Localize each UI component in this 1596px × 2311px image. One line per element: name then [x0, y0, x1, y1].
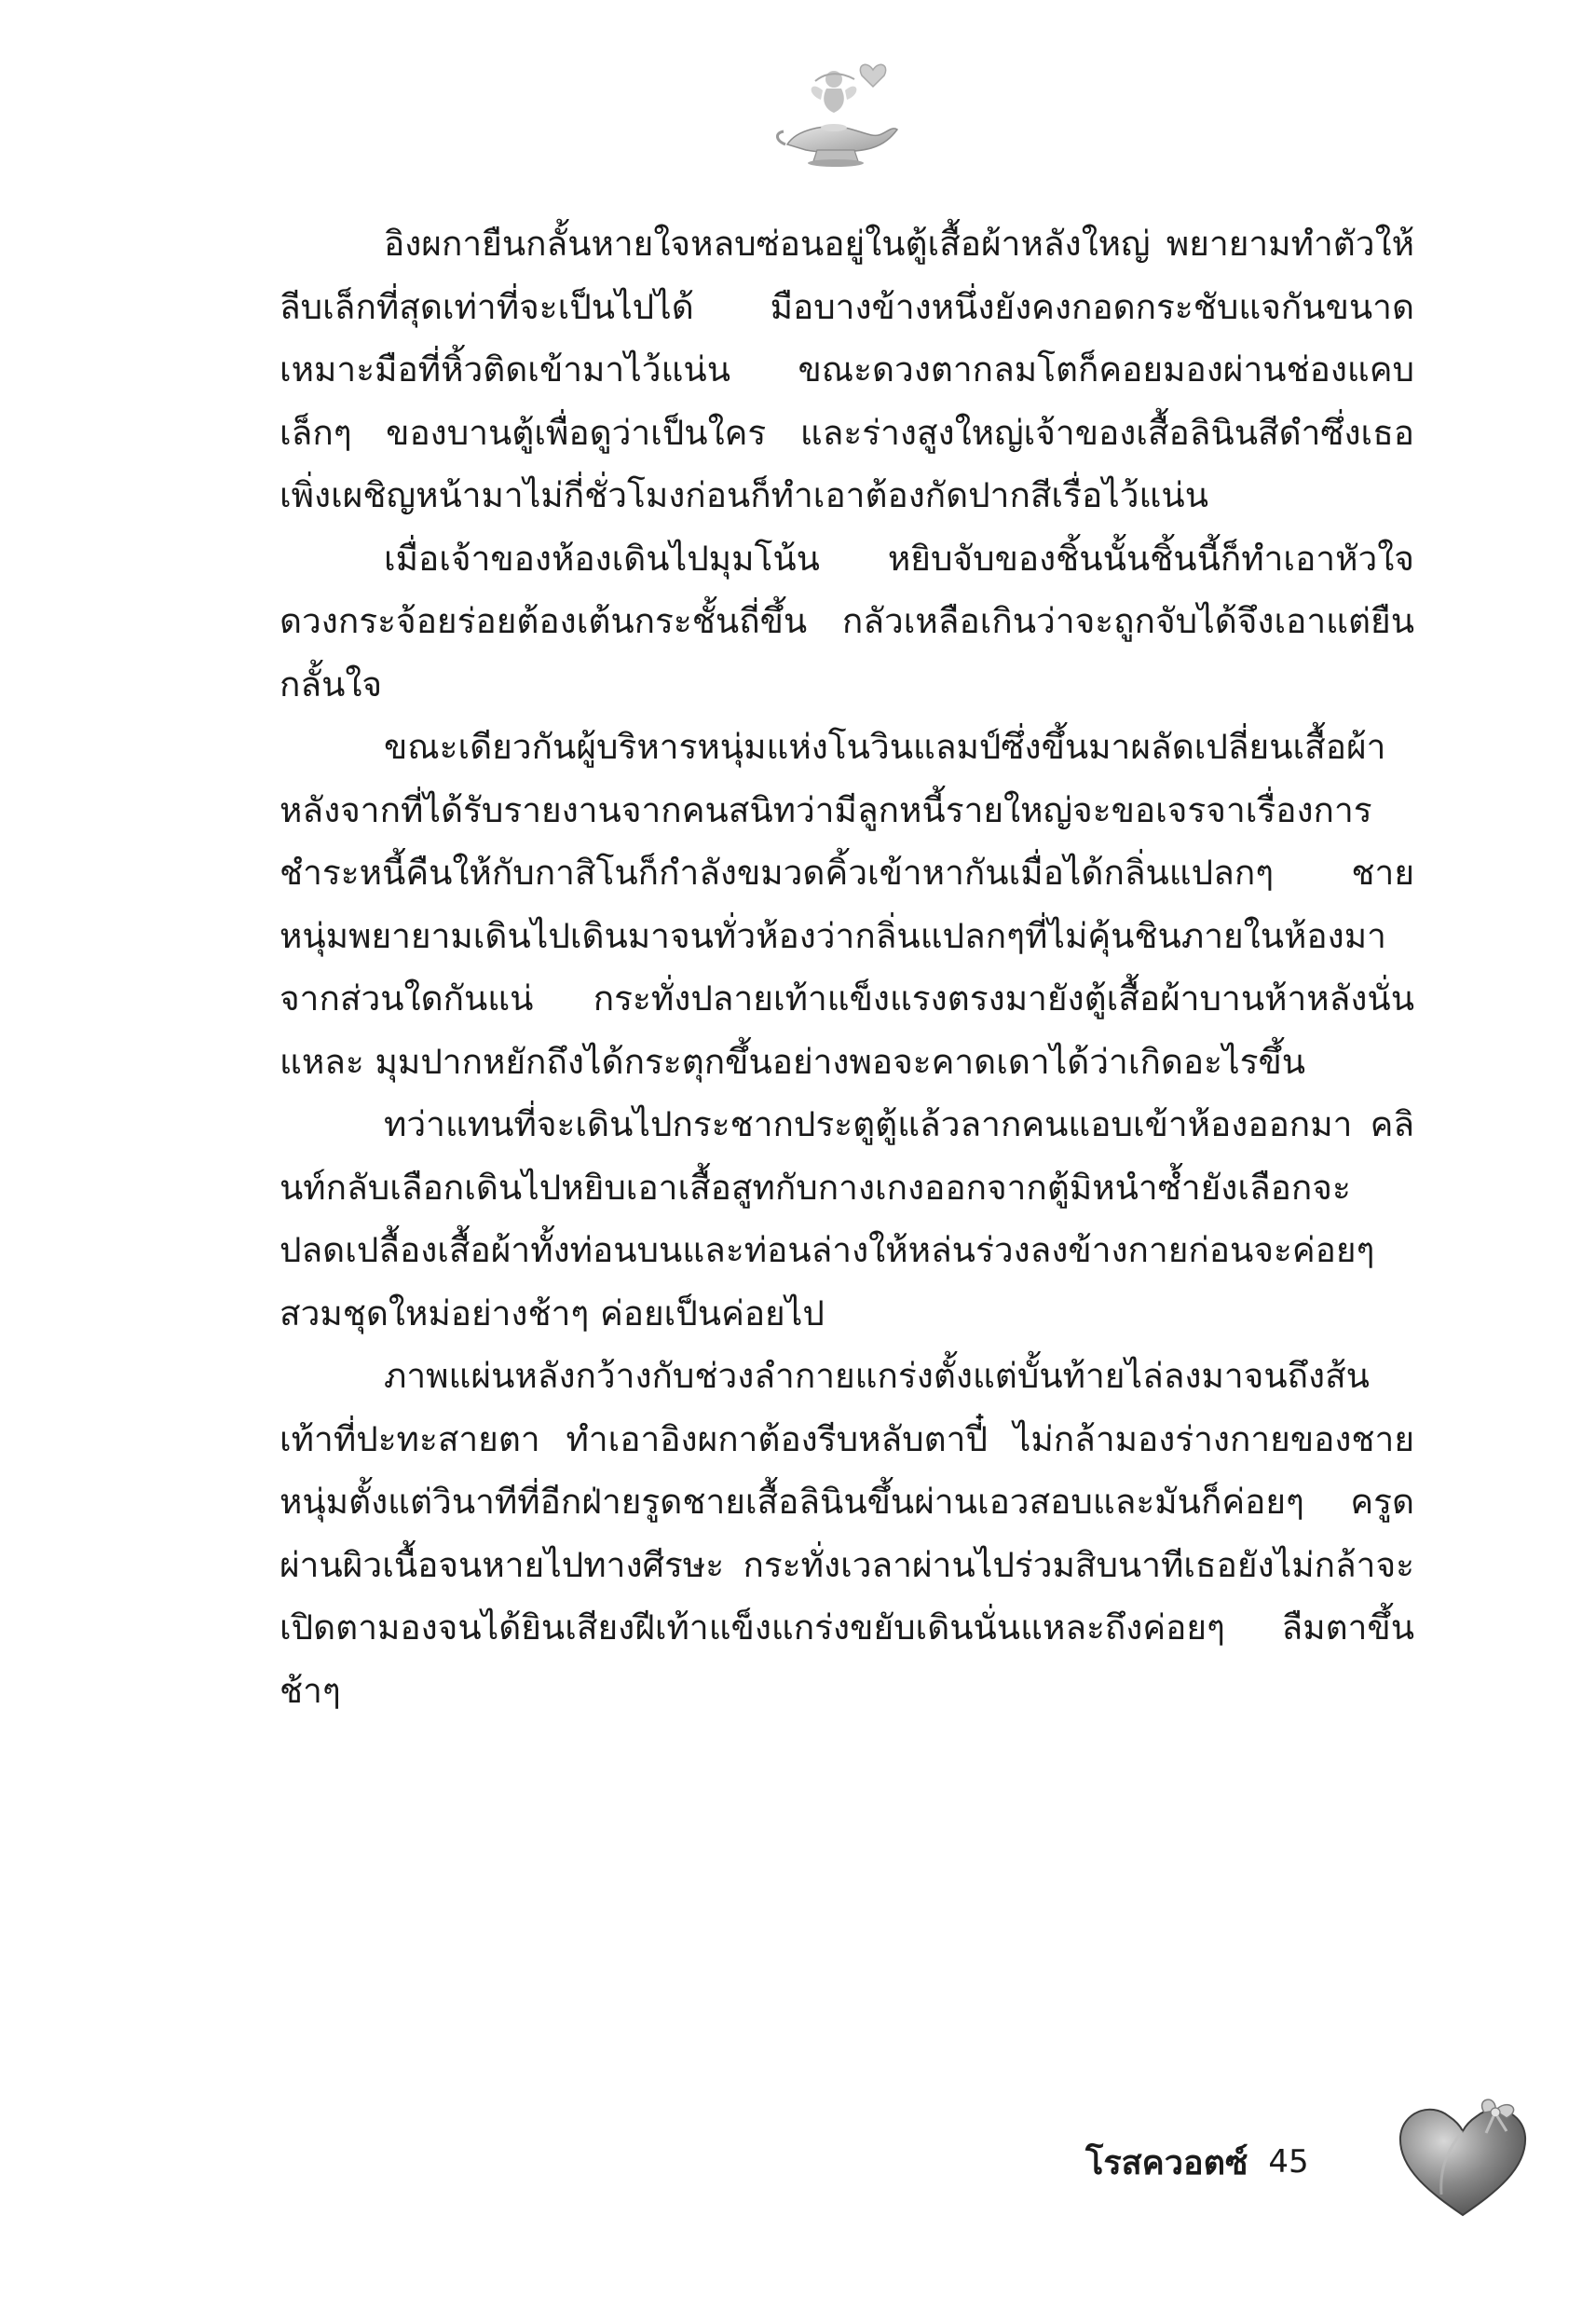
body-text [280, 212, 1414, 1722]
heart-box-icon [1393, 2092, 1533, 2222]
paragraph: เมื่อเจ้าของห้องเดินไปมุมโน้น หยิบจับของชิ้นนั้นชิ้นนี้ก็ทำเอาหัวใจดวงกระจ้อยร่อยต้องเต้นกระชั้นถี่ขึ้น กลัวเหลือเกินว่าจะถูกจับได้จึงเอาแต่ยืนกลั้นใจ [280, 538, 1414, 704]
paragraph: อิงผกายืนกลั้นหายใจหลบซ่อนอยู่ในตู้เสื้อผ้าหลังใหญ่ พยายามทำตัวให้ลีบเล็กที่สุดเท่าที่จะเป็นไปได้ มือบางข้างหนึ่งยังคงกอดกระชับแจกันขนาดเหมาะมือที่หิ้วติดเข้ามาไว้แน่น ขณะดวงตากลมโตก็คอยมองผ่านช่องแคบเล็กๆ ของบานตู้เพื่อดูว่าเป็นใคร และร่างสูงใหญ่เจ้าของเสื้อลินินสีดำซึ่งเธอเพิ่งเผชิญหน้ามาไม่กี่ชั่วโมงก่อนก็ทำเอาต้องกัดปากสีเรื่อไว้แน่น [280, 224, 1414, 515]
paragraph: ทว่าแทนที่จะเดินไปกระชากประตูตู้แล้วลากคนแอบเข้าห้องออกมา คลินท์กลับเลือกเดินไปหยิบเอาเสื้อสูทกับกางเกงออกจากตู้มิหนำซ้ำยังเลือกจะปลดเปลื้องเสื้อผ้าทั้งท่อนบนและท่อนล่างให้หล่นร่วงลงข้างกายก่อนจะค่อยๆ สวมชุดใหม่อย่างช้าๆ ค่อยเป็นค่อยไป [280, 1104, 1414, 1333]
book-title: โรสควอตซ์ [1085, 2143, 1248, 2182]
page-number: 45 [1268, 2143, 1309, 2181]
paragraph: ขณะเดียวกันผู้บริหารหนุ่มแห่งโนวินแลมป์ซึ่งขึ้นมาผลัดเปลี่ยนเสื้อผ้า หลังจากที่ได้รับรายงานจากคนสนิทว่ามีลูกหนี้รายใหญ่จะขอเจรจาเรื่องการชำระหนี้คืนให้กับกาสิโนก็กำลังขมวดคิ้วเข้าหากันเมื่อได้กลิ่นแปลกๆ ชายหนุ่มพยายามเดินไปเดินมาจนทั่วห้องว่ากลิ่นแปลกๆที่ไม่คุ้นชินภายในห้องมาจากส่วนใดกันแน่ กระทั่งปลายเท้าแข็งแรงตรงมายังตู้เสื้อผ้าบานห้าหลังนั่นแหละ มุมปากหยักถึงได้กระตุกขึ้นอย่างพอจะคาดเดาได้ว่าเกิดอะไรขึ้น [280, 727, 1414, 1082]
paragraph: ภาพแผ่นหลังกว้างกับช่วงลำกายแกร่งตั้งแต่บั้นท้ายไล่ลงมาจนถึงส้นเท้าที่ปะทะสายตา ทำเอาอิงผกาต้องรีบหลับตาปี๋ ไม่กล้ามองร่างกายของชายหนุ่มตั้งแต่วินาทีที่อีกฝ่ายรูดชายเสื้อลินินขึ้นผ่านเอวสอบและมันก็ค่อยๆ ครูดผ่านผิวเนื้อจนหายไปทางศีรษะ กระทั่งเวลาผ่านไปร่วมสิบนาทีเธอยังไม่กล้าจะเปิดตามองจนได้ยินเสียงฝีเท้าแข็งแกร่งขยับเดินนั่นแหละถึงค่อยๆ ลืมตาขึ้นช้าๆ [280, 1356, 1414, 1711]
page-footer [1085, 2125, 1309, 2199]
cupid-lamp-icon [769, 51, 908, 172]
